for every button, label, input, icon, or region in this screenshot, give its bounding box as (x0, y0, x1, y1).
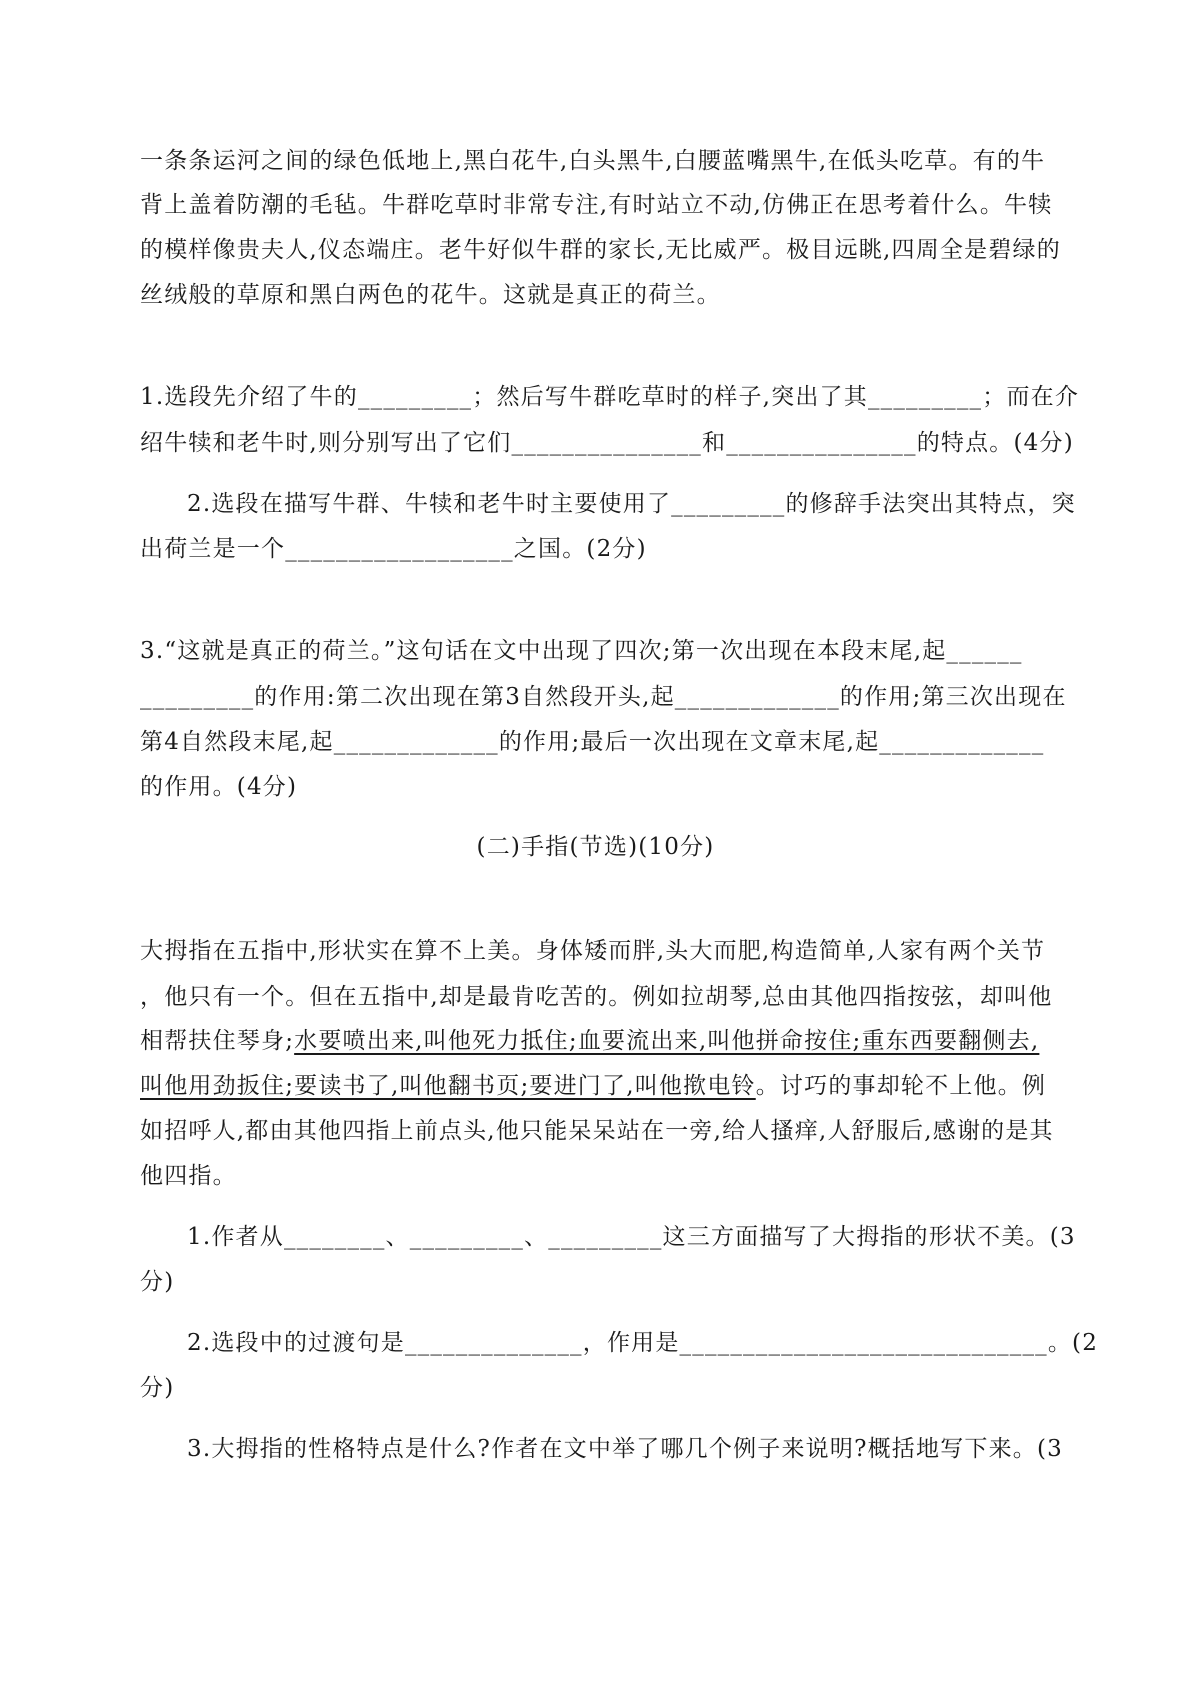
passage2-line-3 (140, 1026, 1039, 1056)
passage2-line-2: ，他只有一个。但在五指中,却是最肯吃苦的。例如拉胡琴,总由其他四指按弦，却叫他 (140, 984, 1053, 1010)
passage2-line-4 (140, 1071, 1046, 1101)
q1-1-line-1: 1.选段先介绍了牛的_________；然后写牛群吃草时的样子,突出了其_________；而在介 (140, 384, 1080, 410)
passage2-line-6: 他四指。 (140, 1163, 237, 1189)
passage2-line-3-plain: 相帮扶住琴身; (140, 1028, 295, 1054)
passage2-underlined-sentence-part2: 叫他用劲扳住;要读书了,叫他翻书页;要进门了,叫他揿电铃 (140, 1073, 756, 1099)
passage1-line-4: 丝绒般的草原和黑白两色的花牛。这就是真正的荷兰。 (140, 282, 721, 308)
q2-2-line-1: 2.选段中的过渡句是______________，作用是_____________________________。(2 (187, 1330, 1099, 1356)
q2-1-line-1: 1.作者从________、_________、_________这三方面描写了大拇指的形状不美。(3 (187, 1224, 1076, 1250)
q2-2-line-2: 分) (140, 1375, 175, 1401)
q1-3-line-3: 第4自然段末尾,起_____________的作用;最后一次出现在文章末尾,起_____________ (140, 729, 1045, 755)
q1-2-line-1: 2.选段在描写牛群、牛犊和老牛时主要使用了_________的修辞手法突出其特点，突 (187, 491, 1076, 517)
q1-3-line-1: 3.“这就是真正的荷兰。”这句话在文中出现了四次;第一次出现在本段末尾,起______ (140, 638, 1023, 664)
q2-3-line-1: 3.大拇指的性格特点是什么?作者在文中举了哪几个例子来说明?概括地写下来。(3 (187, 1436, 1064, 1462)
q1-1-line-2: 绍牛犊和老牛时,则分别写出了它们_______________和_______________的特点。(4分) (140, 430, 1074, 456)
section2-heading: (二)手指(节选)(10分) (476, 834, 715, 860)
passage1-line-2: 背上盖着防潮的毛毡。牛群吃草时非常专注,有时站立不动,仿佛正在思考着什么。牛犊 (140, 192, 1053, 218)
q1-3-line-4: 的作用。(4分) (140, 774, 298, 800)
passage1-line-1: 一条条运河之间的绿色低地上,黑白花牛,白头黑牛,白腰蓝嘴黑牛,在低头吃草。有的牛 (140, 148, 1046, 174)
passage2-line-5: 如招呼人,都由其他四指上前点头,他只能呆呆站在一旁,给人搔痒,人舒服后,感谢的是其 (140, 1118, 1054, 1144)
passage2-line-1: 大拇指在五指中,形状实在算不上美。身体矮而胖,头大而肥,构造简单,人家有两个关节 (140, 938, 1046, 964)
q2-1-line-2: 分) (140, 1269, 175, 1295)
passage1-line-3: 的模样像贵夫人,仪态端庄。老牛好似牛群的家长,无比威严。极目远眺,四周全是碧绿的 (140, 237, 1061, 263)
q1-2-line-2: 出荷兰是一个__________________之国。(2分) (140, 536, 647, 562)
q1-3-line-2: _________的作用:第二次出现在第3自然段开头,起_____________的作用;第三次出现在 (140, 684, 1067, 710)
passage2-underlined-sentence-part1: 水要喷出来,叫他死力抵住;血要流出来,叫他拼命按住;重东西要翻侧去, (294, 1028, 1040, 1054)
passage2-line-4-plain: 。讨巧的事却轮不上他。例 (755, 1073, 1047, 1099)
